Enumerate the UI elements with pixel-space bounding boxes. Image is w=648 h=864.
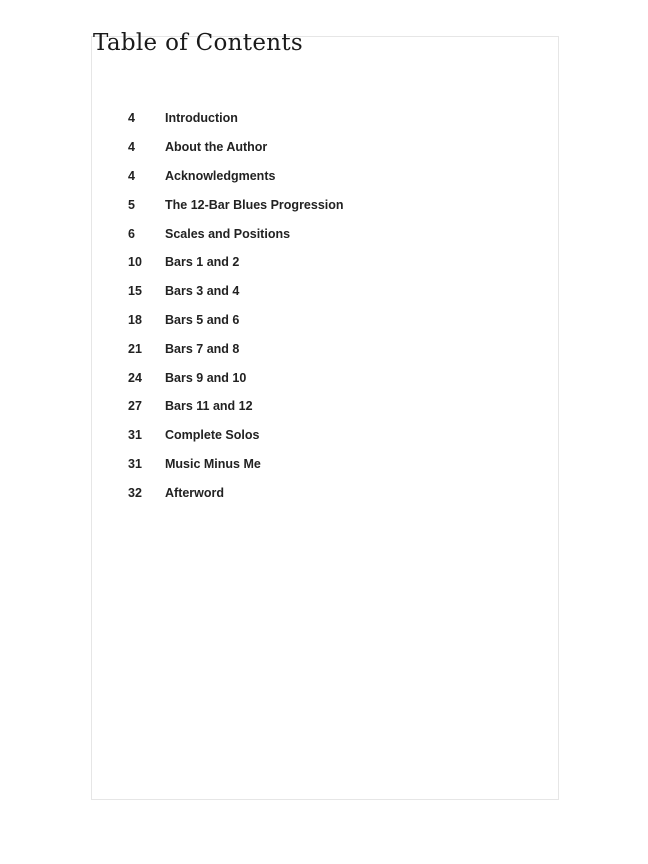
toc-entry-title: Introduction <box>165 111 238 126</box>
toc-page-number: 21 <box>128 341 142 356</box>
toc-page-number: 4 <box>128 168 135 183</box>
toc-entry[interactable] <box>128 478 344 507</box>
toc-page-number: 15 <box>128 284 142 299</box>
toc-page-number: 31 <box>128 428 142 443</box>
toc-entry[interactable] <box>128 421 344 450</box>
toc-page-number: 18 <box>128 312 142 327</box>
toc-entry-title: About the Author <box>165 140 268 155</box>
toc-entry[interactable] <box>128 104 344 133</box>
toc-page-number: 6 <box>128 226 135 241</box>
toc-entry[interactable] <box>128 277 344 306</box>
toc-entry[interactable] <box>128 392 344 421</box>
toc-entry-title: Complete Solos <box>165 428 260 443</box>
page-title: Table of Contents <box>93 30 304 56</box>
toc-entry[interactable] <box>128 450 344 479</box>
toc-page-number: 5 <box>128 197 135 212</box>
toc-entry[interactable] <box>128 219 344 248</box>
toc-entry-title: Bars 1 and 2 <box>165 255 240 270</box>
toc-entry[interactable] <box>128 190 344 219</box>
toc-entry[interactable] <box>128 334 344 363</box>
toc-list <box>128 104 344 507</box>
toc-entry[interactable] <box>128 363 344 392</box>
toc-page-number: 31 <box>128 456 142 471</box>
toc-page-number: 4 <box>128 140 135 155</box>
toc-entry[interactable] <box>128 248 344 277</box>
toc-entry-title: Bars 3 and 4 <box>165 284 240 299</box>
toc-entry-title: Bars 11 and 12 <box>165 399 253 414</box>
toc-entry-title: The 12-Bar Blues Progression <box>165 197 344 212</box>
toc-entry-title: Afterword <box>165 485 225 500</box>
toc-page-number: 4 <box>128 111 135 126</box>
toc-entry-title: Bars 5 and 6 <box>165 312 240 327</box>
toc-page-number: 10 <box>128 255 142 270</box>
toc-entry[interactable] <box>128 162 344 191</box>
toc-entry[interactable] <box>128 306 344 335</box>
toc-entry-title: Bars 7 and 8 <box>165 341 240 356</box>
toc-page-number: 24 <box>128 370 142 385</box>
toc-entry-title: Scales and Positions <box>165 226 291 241</box>
toc-entry-title: Acknowledgments <box>165 168 276 183</box>
toc-entry-title: Music Minus Me <box>165 456 261 471</box>
toc-entry[interactable] <box>128 133 344 162</box>
toc-page-number: 27 <box>128 399 142 414</box>
toc-page-number: 32 <box>128 485 142 500</box>
toc-entry-title: Bars 9 and 10 <box>165 370 247 385</box>
